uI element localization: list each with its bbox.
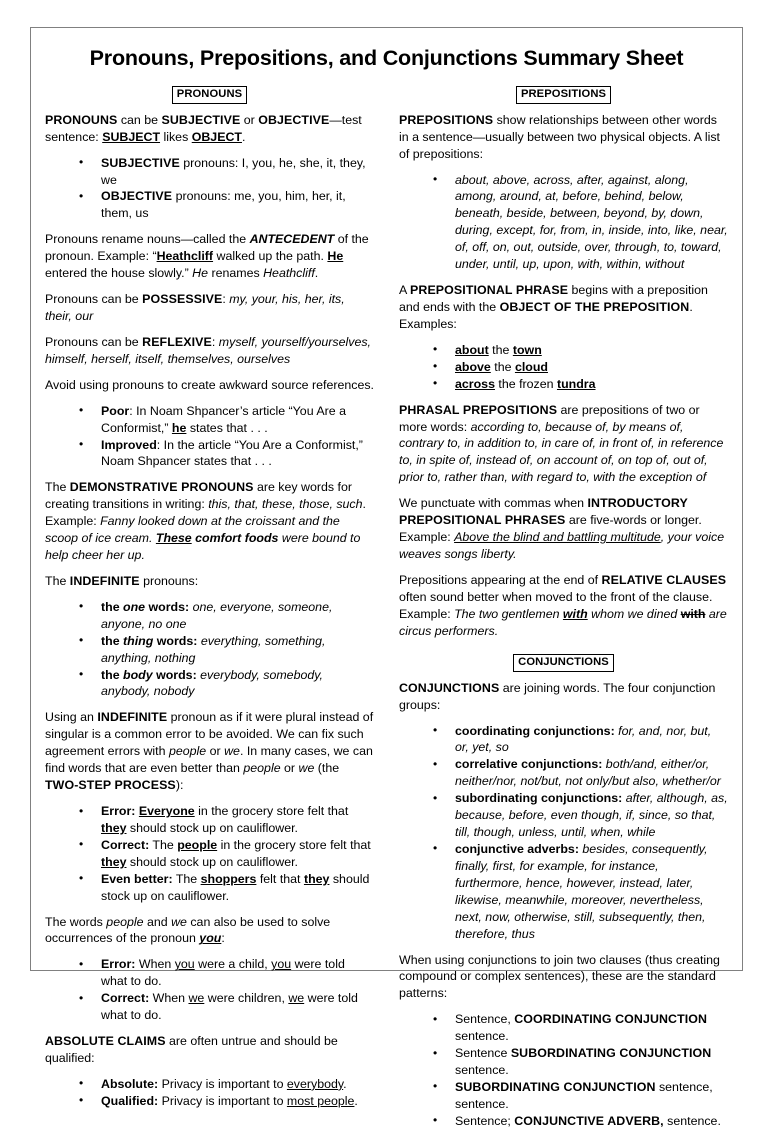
relative-clauses-paragraph: Prepositions appearing at the end of RELATIVE CLAUSES often sound better when moved to the front of the clause. Example: The two gentlemen with whom we dined with are circus performers.	[399, 572, 727, 638]
term-absolute-claims: ABSOLUTE CLAIMS	[45, 1034, 166, 1049]
list-item: • coordinating conjunctions: for, and, nor, but, or, yet, so	[433, 723, 728, 757]
list-item: • across the frozen tundra	[433, 376, 728, 393]
list-item: • about, above, across, after, against, along, among, around, at, before, behind, below, beneath, beside, between, beyond, by, down, during, except, for, from, in, inside, into, like, near, of, off, on, out, outside, over, through, to, toward, under, until, up, upon, with, within, without	[433, 172, 728, 274]
term-object: OBJECT	[191, 129, 242, 144]
sentence-patterns-list	[399, 1011, 728, 1129]
term-prepositions: PREPOSITIONS	[399, 112, 494, 127]
agreement-paragraph: Using an INDEFINITE pronoun as if it were plural instead of singular is a common error to be avoided. We can fix such agreement errors with people or we. In many cases, we can find words that are even better than people or we (the TWO-STEP PROCESS):	[45, 710, 374, 793]
term-two-step-process: TWO-STEP PROCESS	[45, 778, 176, 793]
list-item: • Sentence; CONJUNCTIVE ADVERB, sentence.	[433, 1113, 728, 1130]
list-item: • Error: Everyone in the grocery store felt that they should stock up on cauliflower.	[79, 803, 374, 837]
term-introductory-prepositional-phrases: INTRODUCTORY PREPOSITIONAL PHRASES	[399, 496, 688, 528]
section-header-conjunctions-label: CONJUNCTIONS	[513, 654, 614, 672]
two-column-body	[31, 84, 742, 1139]
term-demonstrative-pronouns: DEMONSTRATIVE PRONOUNS	[69, 480, 254, 495]
you-examples-list	[45, 956, 374, 1024]
list-item: • SUBJECTIVE pronouns: I, you, he, she, it, they, we	[79, 155, 374, 189]
term-indefinite: INDEFINITE	[69, 573, 140, 588]
section-header-pronouns-label: PRONOUNS	[172, 86, 247, 104]
absolute-claims-lead: ABSOLUTE CLAIMS are often untrue and should be qualified:	[45, 1034, 338, 1065]
agreement-examples-list	[45, 803, 374, 905]
section-header-prepositions-label: PREPOSITIONS	[516, 86, 611, 104]
page-title: Pronouns, Prepositions, and Conjunctions Summary Sheet	[89, 46, 684, 70]
list-item: • Correct: When we were children, we were told what to do.	[79, 990, 374, 1024]
term-prepositional-phrase: PREPOSITIONAL PHRASE	[410, 283, 569, 298]
list-item: • the thing words: everything, something, anything, nothing	[79, 633, 374, 667]
you-pronoun-paragraph: The words people and we can also be used to solve occurrences of the pronoun you:	[45, 914, 331, 946]
right-column	[399, 84, 728, 1139]
list-item: • Improved: In the article “You Are a Conformist,” Noam Shpancer states that . . .	[79, 437, 374, 471]
term-antecedent: ANTECEDENT	[249, 232, 335, 247]
section-header-pronouns	[45, 84, 374, 104]
list-item: • OBJECTIVE pronouns: me, you, him, her, it, them, us	[79, 188, 374, 222]
avoid-awkward-references-line: Avoid using pronouns to create awkward source references.	[45, 377, 374, 392]
term-phrasal-prepositions: PHRASAL PREPOSITIONS	[399, 402, 558, 417]
term-objective: OBJECTIVE	[258, 112, 330, 127]
indefinite-pronoun-list	[45, 599, 374, 701]
indefinite-lead-paragraph: The INDEFINITE pronouns:	[45, 573, 199, 588]
term-reflexive: REFLEXIVE	[142, 334, 212, 349]
list-item: • about the town	[433, 342, 728, 359]
list-item: • Sentence, COORDINATING CONJUNCTION sentence.	[433, 1011, 728, 1045]
pronouns-intro-paragraph: PRONOUNS can be SUBJECTIVE or OBJECTIVE—test sentence: SUBJECT likes OBJECT.	[45, 112, 362, 144]
list-item: • Error: When you were a child, you were told what to do.	[79, 956, 374, 990]
prepositional-phrase-paragraph: A PREPOSITIONAL PHRASE begins with a preposition and ends with the OBJECT OF THE PREPOSITION. Examples:	[399, 283, 708, 331]
patterns-lead-paragraph: When using conjunctions to join two clauses (thus creating compound or complex sentences), these are the standard patterns:	[399, 952, 720, 1001]
page-sheet	[30, 27, 743, 1128]
section-header-conjunctions	[399, 652, 728, 672]
preposition-word-list	[399, 172, 728, 274]
poor-improved-list	[45, 403, 374, 471]
antecedent-paragraph: Pronouns rename nouns—called the ANTECEDENT of the pronoun. Example: “Heathcliff walked up the path. He entered the house slowly.” He renames Heathcliff.	[45, 232, 369, 281]
list-item: • correlative conjunctions: both/and, either/or, neither/nor, not/but, not only/but also, whether/or	[433, 756, 728, 790]
list-item: • the one words: one, everyone, someone, anyone, no one	[79, 599, 374, 633]
struck-word-with: with	[680, 606, 706, 621]
term-relative-clauses: RELATIVE CLAUSES	[601, 572, 727, 587]
list-item: • Even better: The shoppers felt that they should stock up on cauliflower.	[79, 871, 374, 905]
list-item: • Poor: In Noam Shpancer’s article “You Are a Conformist,” he states that . . .	[79, 403, 374, 437]
list-item: • conjunctive adverbs: besides, consequently, finally, first, for example, for instance, furthermore, hence, however, instead, later, likewise, meanwhile, moreover, nevertheless, next, now, otherwise, still, subsequently, then, therefore, thus	[433, 841, 728, 943]
subjective-objective-list	[45, 155, 374, 223]
conjunction-groups-list	[399, 723, 728, 943]
left-column	[45, 84, 374, 1119]
term-pronouns: PRONOUNS	[45, 112, 118, 127]
term-subjective: SUBJECTIVE	[161, 112, 241, 127]
phrasal-prepositions-paragraph: PHRASAL PREPOSITIONS are prepositions of two or more words: according to, because of, by means of, contrary to, in addition to, in care of, in front of, in reference to, in spite of, instead of, on account of, on top of, out of, prior to, rather than, with regard to, with the exception of	[399, 402, 724, 485]
term-object-of-preposition: OBJECT OF THE PREPOSITION	[499, 299, 690, 314]
prepositional-phrase-examples	[399, 342, 728, 393]
list-item: • the body words: everybody, somebody, anybody, nobody	[79, 667, 374, 701]
absolute-qualified-list	[45, 1076, 374, 1110]
list-item: • subordinating conjunctions: after, although, as, because, before, even though, if, since, so that, till, though, unless, until, when, while	[433, 790, 728, 841]
list-item: • Absolute: Privacy is important to everybody.	[79, 1076, 374, 1093]
list-item: • Sentence SUBORDINATING CONJUNCTION sentence.	[433, 1045, 728, 1079]
commas-paragraph: We punctuate with commas when INTRODUCTORY PREPOSITIONAL PHRASES are five-words or longer. Example: Above the blind and battling multitude, your voice weaves songs liberty.	[399, 496, 725, 561]
term-possessive: POSSESSIVE	[142, 292, 223, 307]
list-item: • SUBORDINATING CONJUNCTION sentence, sentence.	[433, 1079, 728, 1113]
conjunctions-intro-paragraph: CONJUNCTIONS are joining words. The four conjunction groups:	[399, 680, 716, 712]
demonstrative-paragraph: The DEMONSTRATIVE PRONOUNS are key words for creating transitions in writing: this, that, these, those, such. Example: Fanny looked down at the croissant and the scoop of ice cream. These comfort foods were bound to help cheer her up.	[45, 480, 366, 563]
section-header-prepositions	[399, 84, 728, 104]
list-item: • above the cloud	[433, 359, 728, 376]
term-conjunctions: CONJUNCTIONS	[399, 680, 500, 695]
prepositions-intro-paragraph: PREPOSITIONS show relationships between other words in a sentence—usually between two physical objects. A list of prepositions:	[399, 112, 720, 161]
list-item: • Correct: The people in the grocery store felt that they should stock up on cauliflower.	[79, 837, 374, 871]
reflexive-paragraph: Pronouns can be REFLEXIVE: myself, yourself/yourselves, himself, herself, itself, themselves, ourselves	[45, 334, 371, 366]
term-subject: SUBJECT	[102, 129, 161, 144]
list-item: • Qualified: Privacy is important to most people.	[79, 1093, 374, 1110]
possessive-paragraph: Pronouns can be POSSESSIVE: my, your, his, her, its, their, our	[45, 292, 345, 323]
